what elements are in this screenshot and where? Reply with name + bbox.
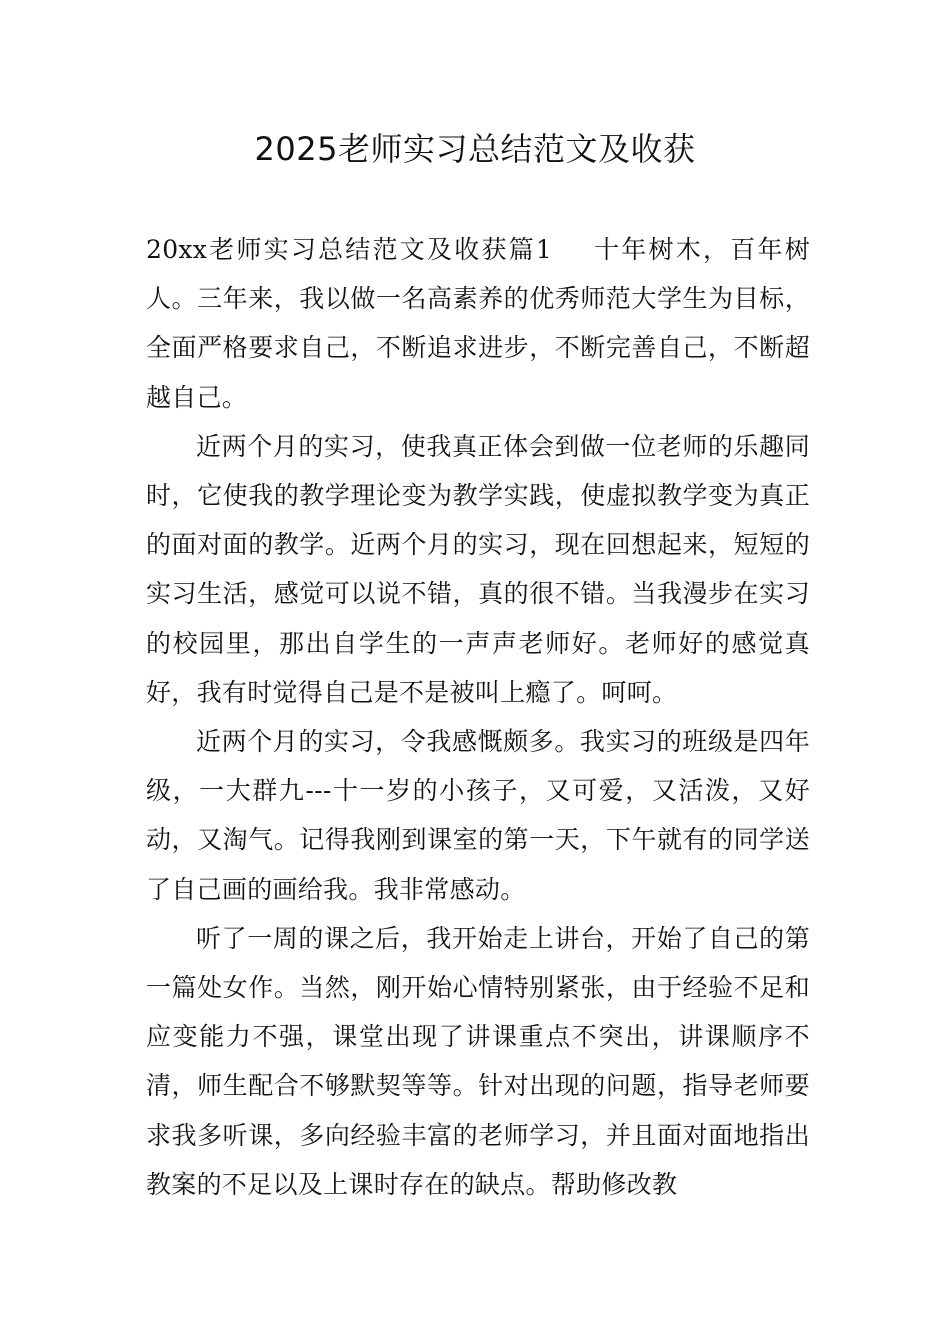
body-paragraph-2: 近两个月的实习，令我感慨颇多。我实习的班级是四年级，一大群九---十一岁的小孩子，又可爱，又活泼，又好动，又淘气。记得我刚到课室的第一天，下午就有的同学送了自己画的画给我。我非常感动。	[146, 727, 810, 904]
intro-paragraph	[146, 225, 810, 422]
intro-text: 十年树木，百年树人。三年来，我以做一名高素养的优秀师范大学生为目标，全面严格要求自己，不断追求进步，不断完善自己，不断超越自己。	[146, 235, 810, 412]
document-body	[146, 225, 810, 1209]
body-paragraph-1: 近两个月的实习，使我真正体会到做一位老师的乐趣同时，它使我的教学理论变为教学实践，使虚拟教学变为真正的面对面的教学。近两个月的实习，现在回想起来，短短的实习生活，感觉可以说不错，真的很不错。当我漫步在实习的校园里，那出自学生的一声声老师好。老师好的感觉真好，我有时觉得自己是不是被叫上瘾了。呵呵。	[146, 431, 810, 707]
intro-lead: 20xx老师实习总结范文及收获篇1	[146, 235, 553, 264]
body-paragraph-3: 听了一周的课之后，我开始走上讲台，开始了自己的第一篇处女作。当然，刚开始心情特别紧张，由于经验不足和应变能力不强，课堂出现了讲课重点不突出，讲课顺序不清，师生配合不够默契等等。针对出现的问题，指导老师要求我多听课，多向经验丰富的老师学习，并且面对面地指出教案的不足以及上课时存在的缺点。帮助修改教	[146, 923, 810, 1199]
document-title: 2025老师实习总结范文及收获	[254, 130, 696, 168]
